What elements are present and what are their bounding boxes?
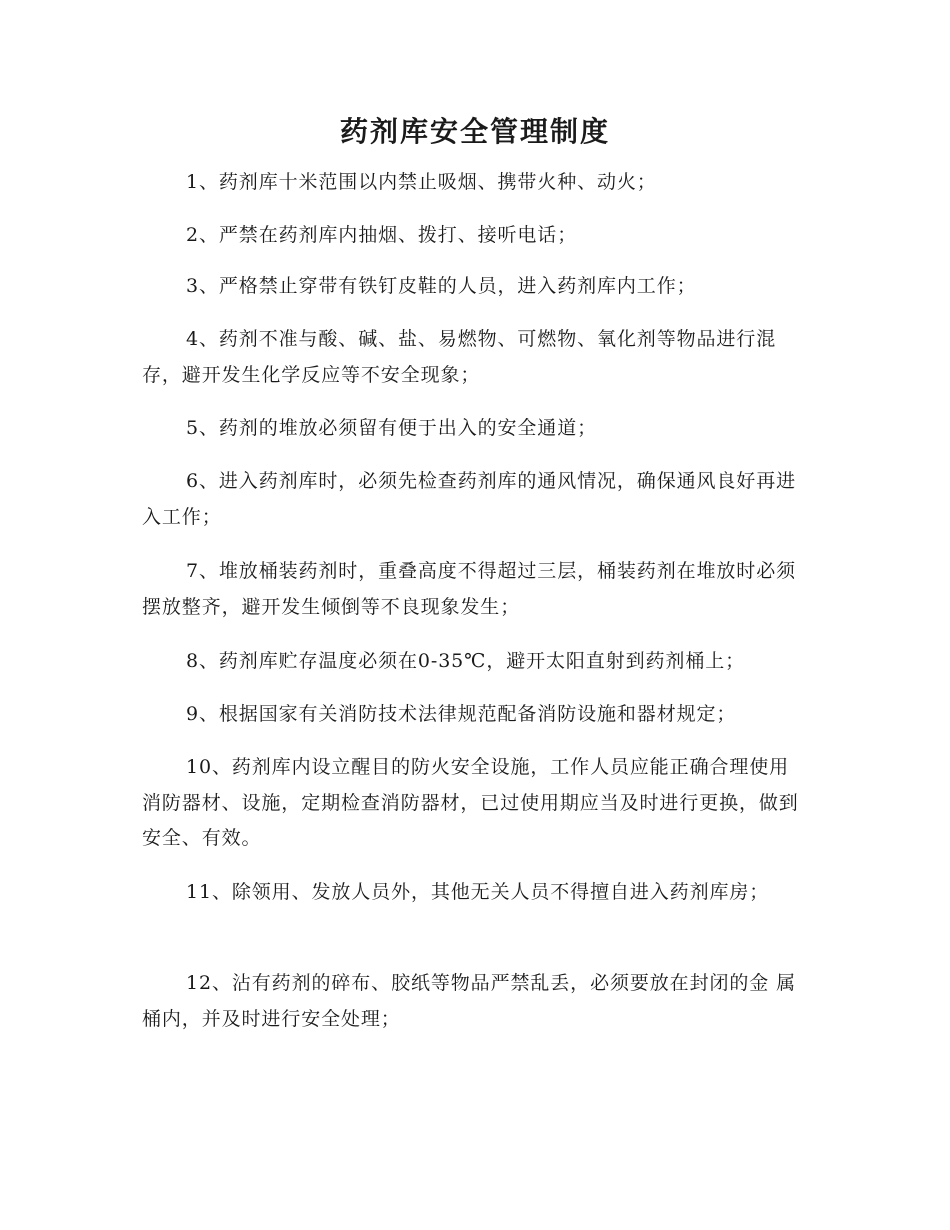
- rule-3: 3、严格禁止穿带有铁钉皮鞋的人员，进入药剂库内工作；: [186, 275, 697, 297]
- rule-1: 1、药剂库十米范围以内禁止吸烟、携带火种、动火；: [186, 171, 657, 193]
- rule-6: 6、进入药剂库时，必须先检查药剂库的通风情况，确保通风良好再进入工作；: [142, 470, 796, 528]
- rule-7: 7、堆放桶装药剂时，重叠高度不得超过三层，桶装药剂在堆放时必须摆放整齐，避开发生倾倒等不良现象发生；: [142, 560, 796, 618]
- rule-2: 2、严禁在药剂库内抽烟、拨打、接听电话；: [186, 224, 578, 246]
- rule-5: 5、药剂的堆放必须留有便于出入的安全通道；: [186, 417, 597, 439]
- rule-4: 4、药剂不准与酸、碱、盐、易燃物、可燃物、氧化剂等物品进行混存，避开发生化学反应等不安全现象；: [142, 328, 777, 386]
- rule-12: 12、沾有药剂的碎布、胶纸等物品严禁乱丢，必须要放在封闭的金 属桶内，并及时进行安全处理；: [142, 972, 797, 1030]
- rule-10: 10、药剂库内设立醒目的防火安全设施，工作人员应能正确合理使用消防器材、设施，定期检查消防器材，已过使用期应当及时进行更换，做到安全、有效。: [142, 756, 799, 849]
- rule-8: 8、药剂库贮存温度必须在0-35℃，避开太阳直射到药剂桶上；: [186, 650, 746, 672]
- document-title: 药剂库安全管理制度: [339, 115, 610, 148]
- rule-9: 9、根据国家有关消防技术法律规范配备消防设施和器材规定；: [186, 703, 737, 725]
- rule-11: 11、除领用、发放人员外，其他无关人员不得擅自进入药剂库房；: [186, 881, 770, 903]
